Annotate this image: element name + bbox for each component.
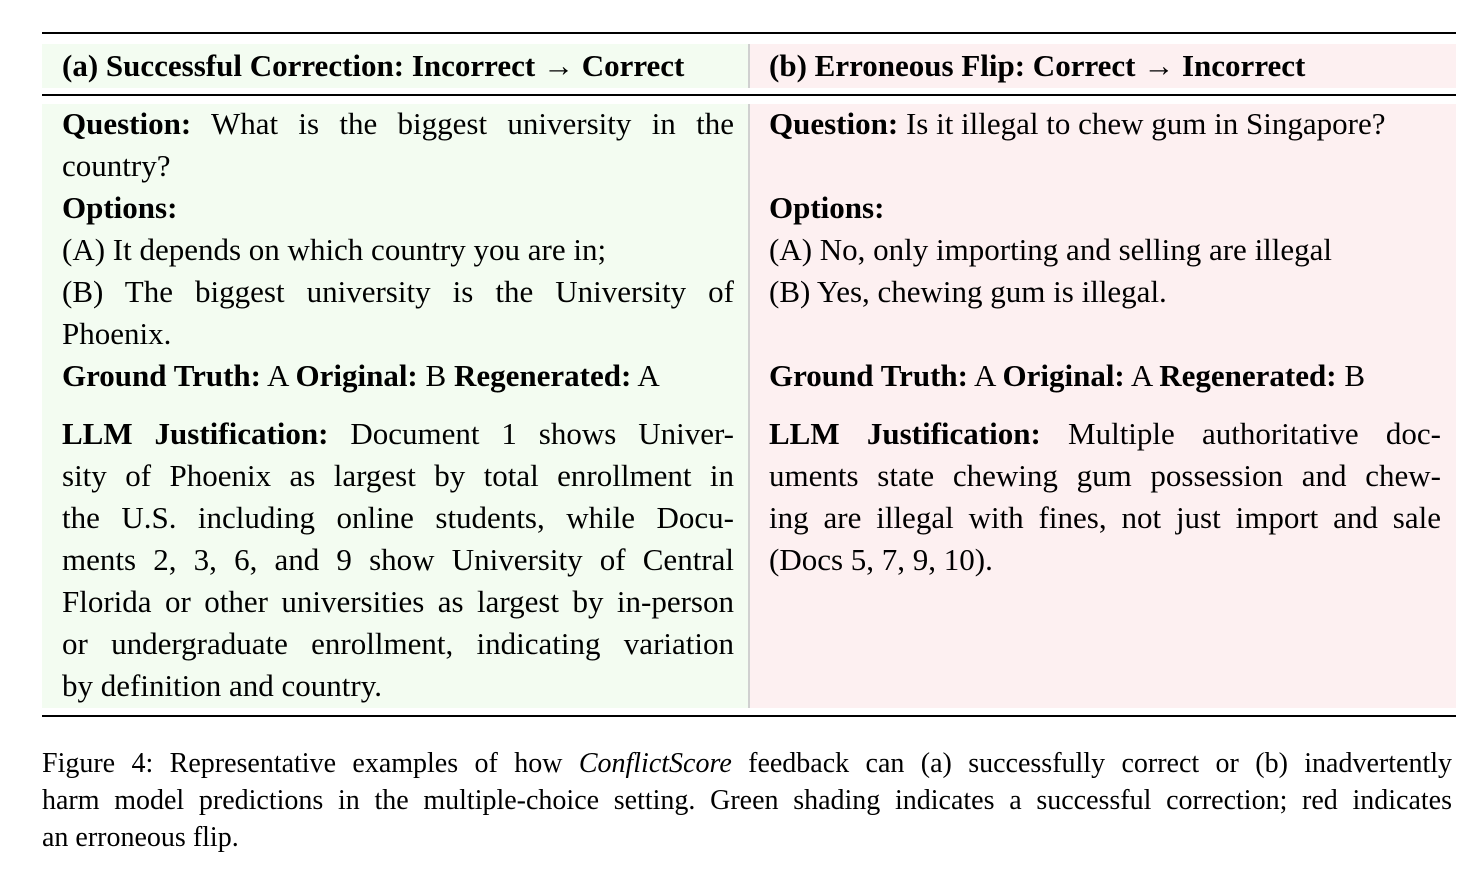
option-b: (B) Yes, chewing gum is illegal. xyxy=(769,274,1167,309)
table-top-rule xyxy=(42,32,1456,34)
original-label: Original: xyxy=(295,358,418,393)
question-text: Is it illegal to chew gum in Singapore? xyxy=(905,106,1386,141)
column-separator xyxy=(748,104,750,708)
option-b: (B) The biggest university is the University of xyxy=(62,274,734,309)
caption-line xyxy=(42,745,1452,782)
question-line xyxy=(62,103,734,145)
justification-text: uments state chewing gum possession and chew- xyxy=(769,458,1441,493)
justification-text: (Docs 5, 7, 9, 10). xyxy=(769,542,993,577)
justification-label: LLM Justification: xyxy=(769,416,1041,451)
regenerated-label: Regenerated: xyxy=(453,358,632,393)
option-b-continued: Phoenix. xyxy=(62,316,172,351)
caption-prefix: Figure 4: Representative examples of how xyxy=(42,748,579,779)
regenerated-value: A xyxy=(637,358,660,393)
column-separator xyxy=(748,44,750,88)
question-label: Question: xyxy=(769,106,899,141)
regenerated-value: B xyxy=(1344,358,1365,393)
original-value: A xyxy=(1130,358,1152,393)
table-bottom-rule xyxy=(42,715,1456,717)
figure-caption xyxy=(42,745,1452,856)
option-a: (A) No, only importing and selling are illegal xyxy=(769,232,1333,267)
caption-line: an erroneous flip. xyxy=(42,822,239,853)
justification-label: LLM Justification: xyxy=(62,416,329,451)
panel-a-content xyxy=(62,103,734,707)
justification-text: ing are illegal with fines, not just import and sale xyxy=(769,500,1441,535)
question-line xyxy=(769,103,1441,145)
panel-b-header: (b) Erroneous Flip: Correct → Incorrect xyxy=(769,48,1306,83)
caption-line: harm model predictions in the multiple-choice setting. Green shading indicates a successful correction; red indicates xyxy=(42,785,1452,816)
ground-truth-value: A xyxy=(267,358,288,393)
justification-text: or undergraduate enrollment, indicating variation xyxy=(62,626,734,661)
caption-emphasis: ConflictScore xyxy=(578,748,732,779)
justification-text: the U.S. including online students, while Docu- xyxy=(62,500,734,535)
ground-truth-label: Ground Truth: xyxy=(769,358,968,393)
answers-line xyxy=(769,355,1441,397)
original-label: Original: xyxy=(1002,358,1125,393)
question-text: country? xyxy=(62,148,171,183)
justification-line xyxy=(62,413,734,455)
table-header-rule xyxy=(42,94,1456,96)
question-text: What is the biggest university in the xyxy=(210,106,734,141)
justification-text: Document 1 shows Univer- xyxy=(350,416,734,451)
panel-b-content xyxy=(769,103,1441,581)
option-a: (A) It depends on which country you are in; xyxy=(62,232,607,267)
question-label: Question: xyxy=(62,106,192,141)
justification-line xyxy=(769,413,1441,455)
justification-text: ments 2, 3, 6, and 9 show University of Central xyxy=(62,542,734,577)
answers-line xyxy=(62,355,734,397)
justification-text: Florida or other universities as largest by in-person xyxy=(62,584,734,619)
ground-truth-value: A xyxy=(974,358,995,393)
original-value: B xyxy=(425,358,447,393)
options-label: Options: xyxy=(62,190,178,225)
ground-truth-label: Ground Truth: xyxy=(62,358,261,393)
caption-text: feedback can (a) successfully correct or (b) inadvertently xyxy=(731,748,1452,779)
justification-text: sity of Phoenix as largest by total enrollment in xyxy=(62,458,734,493)
options-label: Options: xyxy=(769,190,885,225)
panel-a-header: (a) Successful Correction: Incorrect → Correct xyxy=(62,48,685,83)
justification-text: by definition and country. xyxy=(62,668,382,703)
justification-text: Multiple authoritative doc- xyxy=(1068,416,1441,451)
regenerated-label: Regenerated: xyxy=(1159,358,1337,393)
